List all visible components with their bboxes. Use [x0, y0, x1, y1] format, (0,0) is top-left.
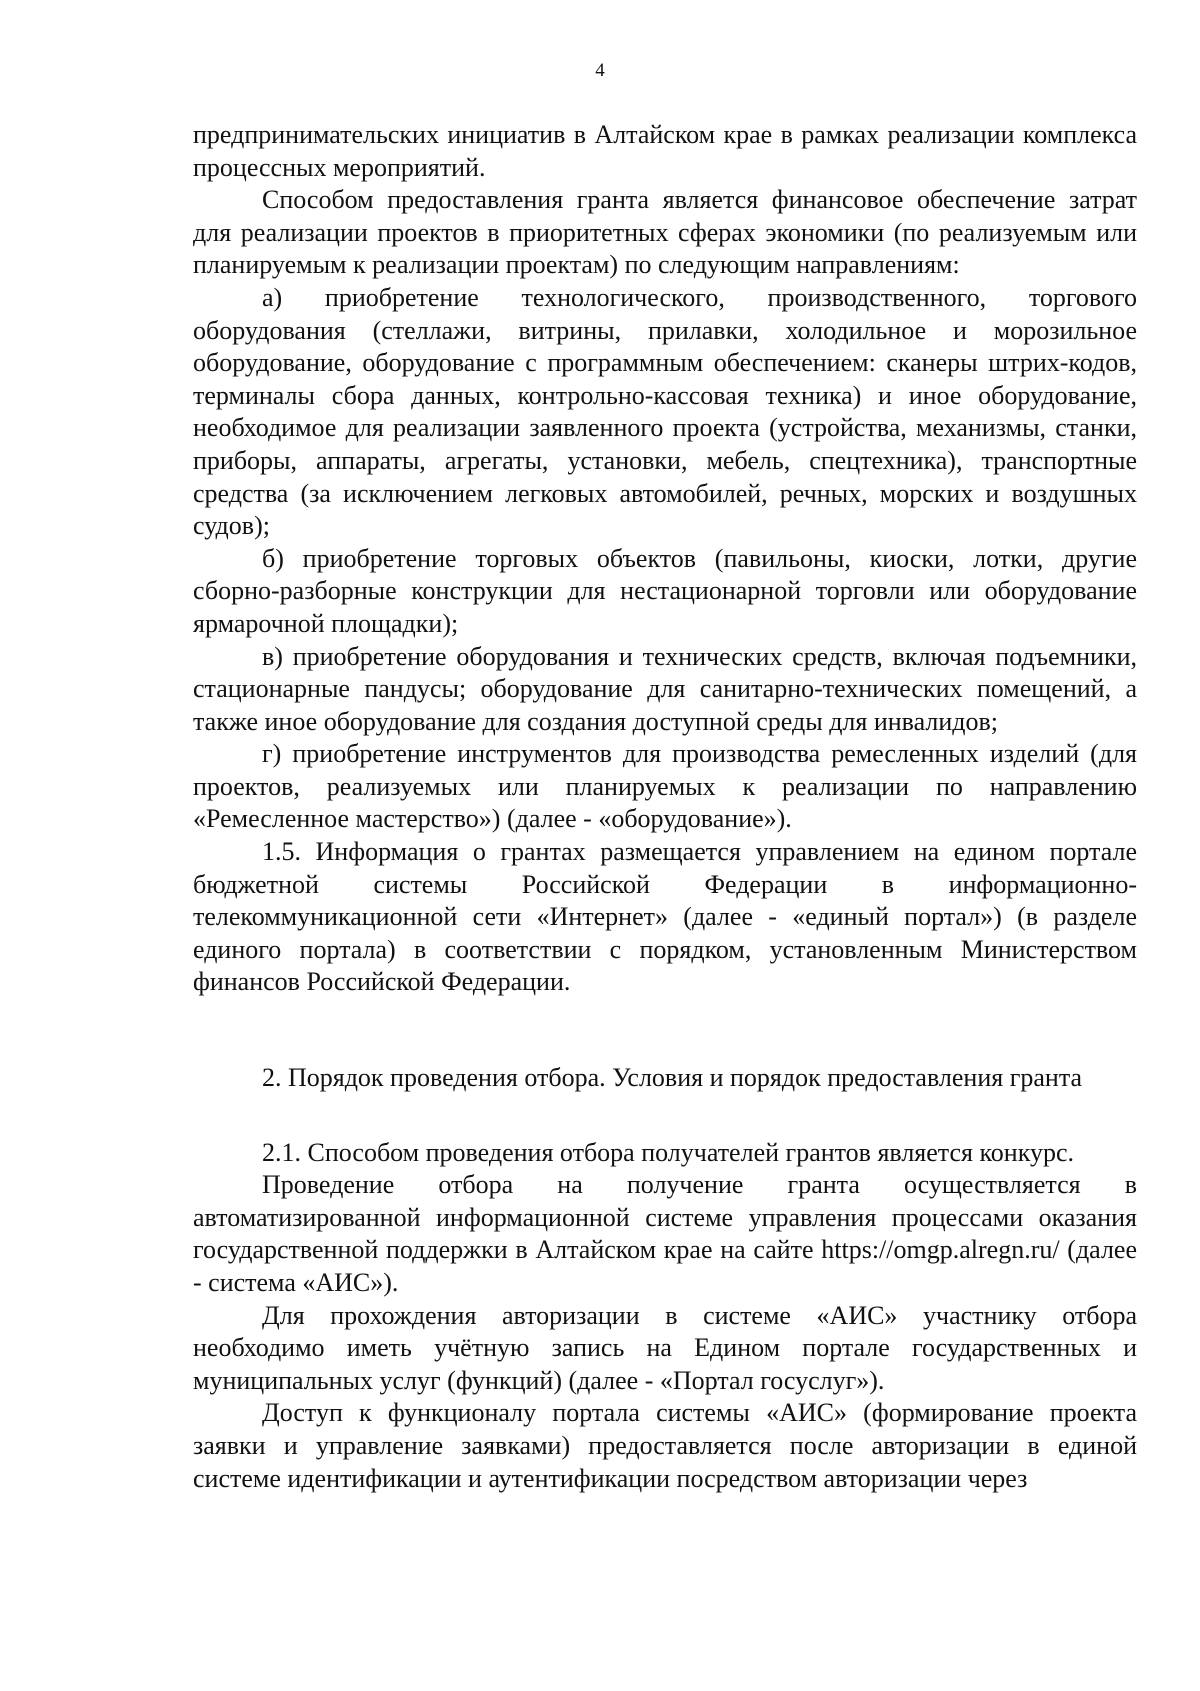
- paragraph-ais-system: Проведение отбора на получение гранта осуществляется в автоматизированной информационной системе управления процессами оказания государственной поддержки в Алтайском крае на сайте https://omgp.alregn.ru/ (далее - система «АИС»).: [193, 1170, 1137, 1297]
- paragraph-access: Доступ к функционалу портала системы «АИС» (формирование проекта заявки и управление заявками) предоставляется после авторизации в единой системе идентификации и аутентификации посредством авторизации через: [193, 1398, 1137, 1493]
- spacer: [193, 1095, 1137, 1137]
- paragraph-authorization: Для прохождения авторизации в системе «АИС» участнику отбора необходимо иметь учётную запись на Едином портале государственных и муниципальных услуг (функций) (далее - «Портал госуслуг»).: [193, 1300, 1137, 1395]
- paragraph-1-5: 1.5. Информация о грантах размещается управлением на едином портале бюджетной системы Российской Федерации в информационно-телекоммуникационной сети «Интернет» (далее - «единый портал») (в разделе единого портала) в соответствии с порядком, установленным Министерством финансов Российской Федерации.: [193, 837, 1137, 997]
- paragraph-grant-method: Способом предоставления гранта является финансовое обеспечение затрат для реализации проектов в приоритетных сферах экономики (по реализуемым или планируемым к реализации проектам) по следующим направлениям:: [193, 185, 1137, 280]
- paragraph-2-1: 2.1. Способом проведения отбора получателей грантов является конкурс.: [262, 1137, 1075, 1167]
- paragraph-item-g: г) приобретение инструментов для производства ремесленных изделий (для проектов, реализуемых или планируемых к реализации по направлению «Ремесленное мастерство») (далее - «оборудование»).: [193, 739, 1137, 834]
- document-body: [193, 119, 1137, 1495]
- spacer: [193, 999, 1137, 1062]
- paragraph-item-a: а) приобретение технологического, производственного, торгового оборудования (стеллажи, витрины, прилавки, холодильное и морозильное оборудование, оборудование с программным обеспечением: сканеры штрих-кодов, терминалы сбора данных, контрольно-кассовая техника) и иное оборудование, необходимое для реализации заявленного проекта (устройства, механизмы, станки, приборы, аппараты, агрегаты, установки, мебель, спецтехника), транспортные средства (за исключением легковых автомобилей, речных, морских и воздушных судов);: [193, 282, 1137, 541]
- paragraph-item-b: б) приобретение торговых объектов (павильоны, киоски, лотки, другие сборно-разборные конструкции для нестационарной торговли или оборудование ярмарочной площадки);: [193, 543, 1137, 638]
- section-heading: 2. Порядок проведения отбора. Условия и порядок предоставления гранта: [261, 1063, 1083, 1093]
- page-number: 4: [595, 60, 605, 81]
- paragraph-continuation: предпринимательских инициатив в Алтайском крае в рамках реализации комплекса процессных мероприятий.: [193, 120, 1137, 182]
- paragraph-item-v: в) приобретение оборудования и технических средств, включая подъемники, стационарные пандусы; оборудование для санитарно-технических помещений, а также иное оборудование для создания доступной среды для инвалидов;: [193, 641, 1137, 736]
